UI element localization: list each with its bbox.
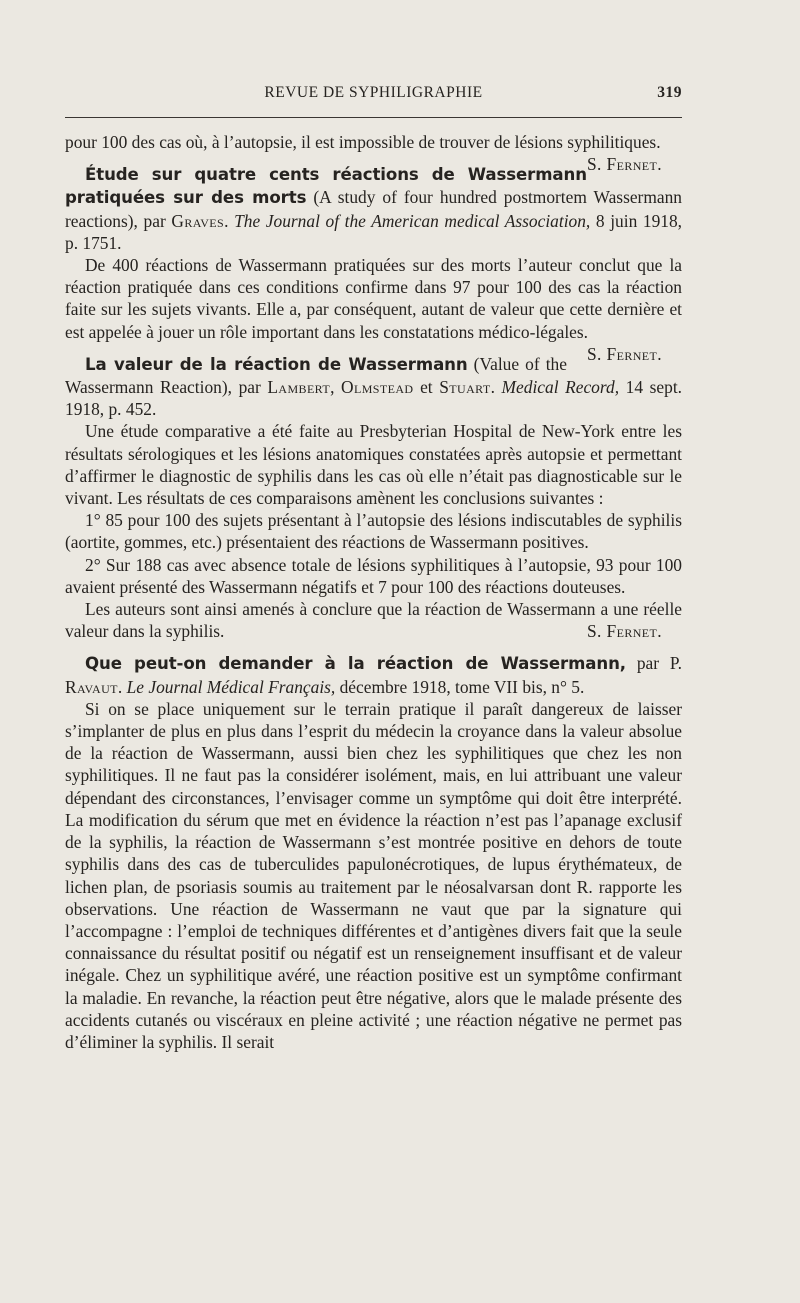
abstract-journal: The Journal of the American medical Association, xyxy=(234,210,591,231)
abstract-author: Ravaut xyxy=(65,676,118,697)
paragraph-text: Si on se place uniquement sur le terrain pratique il paraît dangereux de laisser s’implanter de plus en plus dans l’esprit du médecin la croyance dans la valeur absolue de la réaction de Wassermann, aussi bien chez les syphilitiques que chez les non syphilitiques. Il ne faut pas la considérer isolément, mais, en lui attribuant une valeur dépendant des circonstances, l’envisager comme un symptôme qui doit être interprété. La modification du sérum que met en évidence la réaction n’est pas l’apanage exclusif de la syphilis, la réaction de Wassermann s’est montrée positive en dehors de toute syphilis dans des cas de tuberculides papulonécrotiques, de lupus érythémateux, de lichen plan, de psoriasis soumis au traitement par le néosalvarsan dont R. rapporte les observations. Une réaction de Wassermann ne vaut que par la signature qui l’accompagne : l’emploi de techniques différentes et d’antigènes divers fait que la seule connaissance du résultat positif ou négatif est un renseignement insuffisant et de valeur inégale. Chez un syphilitique avéré, une réaction positive est un symptôme confirmant la maladie. En revanche, la réaction peut être négative, alors que le malade présente des accidents cutanés ou viscéraux en pleine activité ; une réaction négative ne permet pas d’éliminer la syphilis. Il serait xyxy=(65,698,682,1052)
abstract-title: Que peut-on demander à la réaction de Wassermann, xyxy=(85,654,626,674)
abstract-author: Lambert xyxy=(267,377,331,398)
running-title: REVUE DE SYPHILIGRAPHIE xyxy=(264,84,483,101)
header-rule xyxy=(65,117,682,118)
page-header xyxy=(65,84,682,106)
abstract-ref-text: par P. xyxy=(626,653,682,674)
abstract-heading xyxy=(65,652,682,697)
abstract-ref-text: . xyxy=(224,210,235,231)
abstract-ref-text: (A study of four hundred postmortem Wassermann reactions), par xyxy=(65,187,682,231)
abstract-body xyxy=(65,420,682,509)
abstract-journal: Le Journal Médical Français, xyxy=(126,676,336,697)
paragraph-text: Une étude comparative a été faite au Presbyterian Hospital de New-York entre les résultats sérologiques et les lésions anatomiques constatées après autopsie et permettant d’affirmer le diagnostic de syphilis dans les cas où elle n’était pas diagnosticable sur le vivant. Les résultats de ces comparaisons amènent les conclusions suivantes : xyxy=(65,421,682,509)
abstract-point xyxy=(65,554,682,598)
paragraph-text: 1° 85 pour 100 des sujets présentant à l’autopsie des lésions indiscutables de syphilis (aortite, gommes, etc.) présentaient des réactions de Wassermann positives. xyxy=(65,510,682,553)
abstract-author: Graves xyxy=(171,210,225,231)
abstract-ref-text: décembre 1918, tome VII bis, n° 5. xyxy=(335,676,585,697)
abstract-author: Stuart xyxy=(439,377,491,398)
abstract-ref-text: . xyxy=(117,676,127,697)
signature: S. Fernet. xyxy=(586,621,662,642)
abstract-ref-text: . xyxy=(490,377,502,398)
abstract-ref-text: 14 sept. 1918, p. 452. xyxy=(65,377,682,420)
abstract-ref-text: 8 juin 1918, p. 1751. xyxy=(65,210,683,253)
paragraph-continued xyxy=(65,131,682,175)
page-number: 319 xyxy=(657,84,682,101)
abstract-ref-text: , xyxy=(330,377,342,398)
signature: S. Fernet. xyxy=(586,154,662,175)
abstract-ref-text: et xyxy=(413,377,440,398)
abstract-heading xyxy=(65,163,682,254)
abstract-author: Olmstead xyxy=(341,377,414,398)
abstract-title: Étude sur quatre cents réactions de Wassermann pratiquées sur des morts xyxy=(65,165,587,208)
abstract-body xyxy=(65,698,682,1053)
abstract-conclusion xyxy=(65,598,682,642)
abstract-ref-text: (Value of the Wassermann Reaction), par xyxy=(65,353,567,398)
paragraph-text: Les auteurs sont ainsi amenés à conclure que la réaction de Wassermann a une réelle valeur dans la syphilis. xyxy=(65,599,682,642)
paragraph-text: pour 100 des cas où, à l’autopsie, il est impossible de trouver de lésions syphilitiques. xyxy=(65,132,661,152)
paragraph-text: De 400 réactions de Wassermann pratiquées sur des morts l’auteur conclut que la réaction pratiquée dans ces conditions confirme dans 97 pour 100 des cas la réaction faite sur les sujets vivants. Elle a, par conséquent, autant de valeur que cette dernière et est appelée à jouer un rôle important dans les constatations médico-légales. xyxy=(65,255,682,342)
page-content xyxy=(65,131,682,1053)
paragraph-text: 2° Sur 188 cas avec absence totale de lésions syphilitiques à l’autopsie, 93 pour 100 avaient présenté des Wassermann négatifs et 7 pour 100 des réactions douteuses. xyxy=(65,554,682,597)
abstract-point xyxy=(65,509,682,553)
signature: S. Fernet. xyxy=(586,343,662,364)
abstract-journal: Medical Record, xyxy=(501,377,620,398)
abstract-title: La valeur de la réaction de Wassermann xyxy=(85,354,468,374)
